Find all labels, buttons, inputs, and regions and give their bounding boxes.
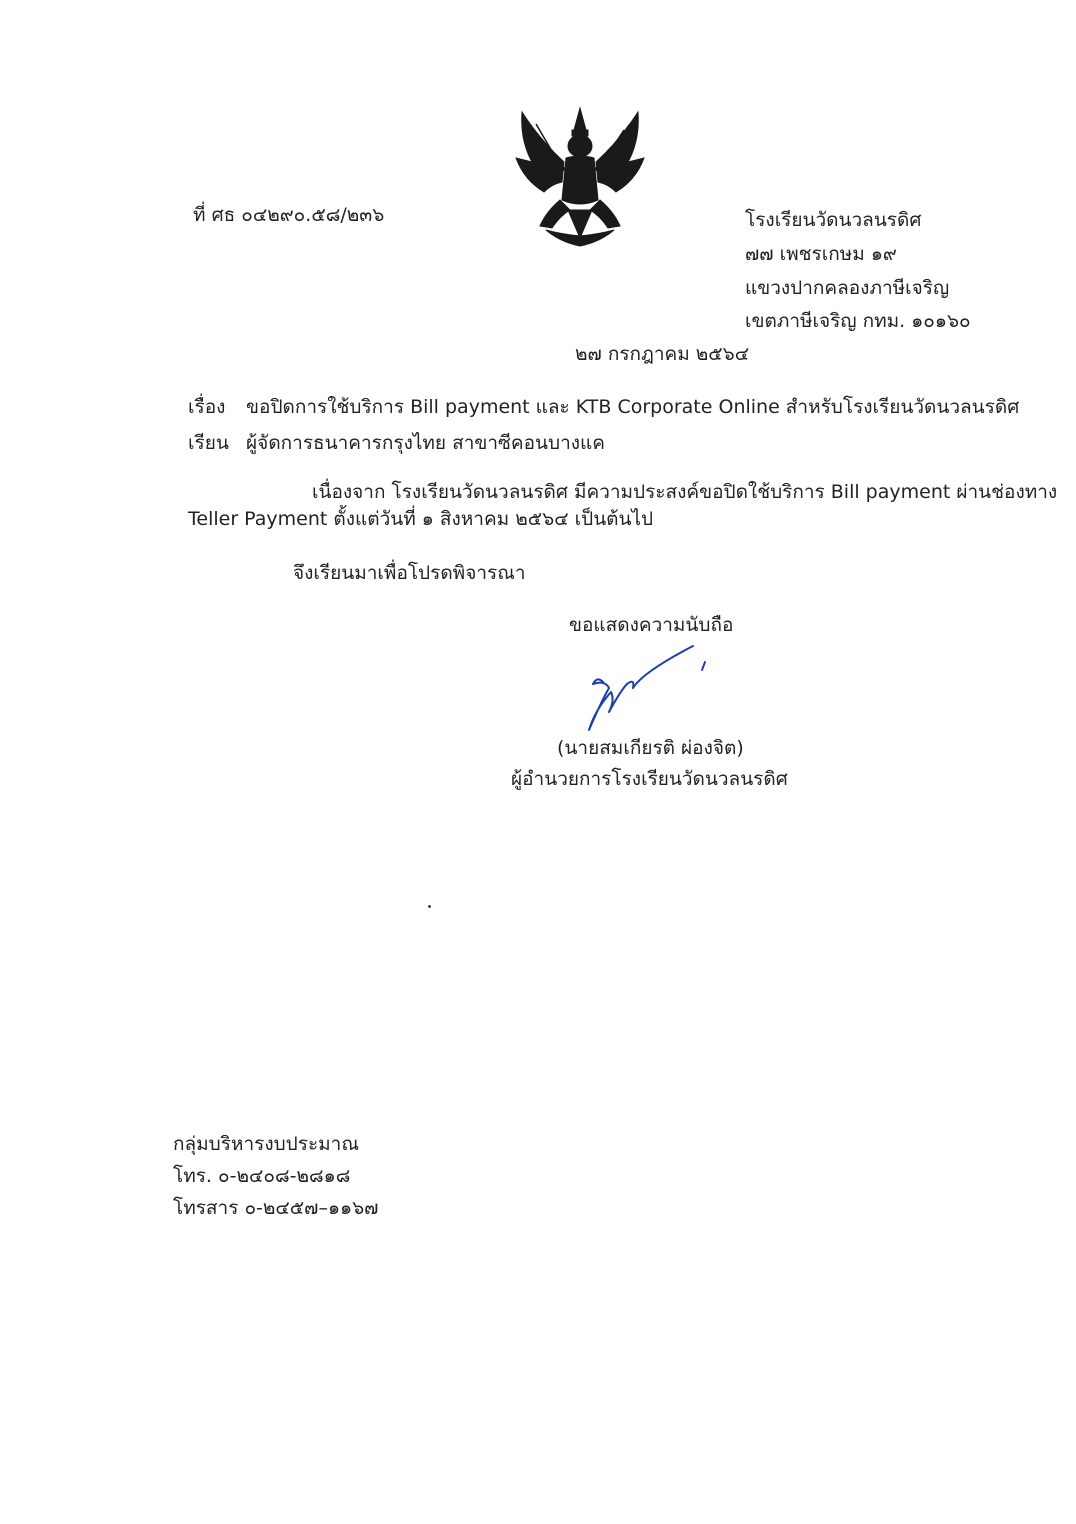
footer-fax: โทรสาร ๐-๒๔๕๗–๑๑๖๗ [173,1197,379,1219]
closing-sentence: จึงเรียนมาเพื่อโปรดพิจารณา [293,562,526,584]
reference-number: ที่ ศธ ๐๔๒๙๐.๕๘/๒๓๖ [193,204,385,226]
recipient-label: เรียน [188,432,229,454]
sender-school-name: โรงเรียนวัดนวลนรดิศ [745,209,922,231]
signer-title: ผู้อำนวยการโรงเรียนวัดนวลนรดิศ [511,768,788,790]
subject-line [188,396,1019,420]
footer-phone: โทร. ๐-๒๔๐๘-๒๘๑๘ [173,1165,351,1187]
sender-subdistrict: แขวงปากคลองภาษีเจริญ [745,277,950,299]
footer-department: กลุ่มบริหารงบประมาณ [173,1133,359,1155]
subject-label: เรื่อง [188,396,226,418]
subject-text: ขอปิดการใช้บริการ Bill payment และ KTB Corporate Online สำหรับโรงเรียนวัดนวลนรดิศ [246,396,1020,418]
garuda-emblem-icon [510,100,650,248]
sender-street: ๗๗ เพชรเกษม ๑๙ [745,243,897,265]
recipient-line [188,432,605,456]
stray-dot [428,905,431,908]
body-paragraph-line1: เนื่องจาก โรงเรียนวัดนวลนรดิศ มีความประสงค์ขอปิดใช้บริการ Bill payment ผ่านช่องทาง [312,481,1058,503]
recipient-text: ผู้จัดการธนาคารกรุงไทย สาขาซีคอนบางแค [246,432,605,454]
letter-date: ๒๗ กรกฎาคม ๒๕๖๔ [575,343,750,365]
body-paragraph-line2: Teller Payment ตั้งแต่วันที่ ๑ สิงหาคม ๒๕๖๔ เป็นต้นไป [188,508,654,530]
sender-district: เขตภาษีเจริญ กทม. ๑๐๑๖๐ [745,310,971,332]
handwritten-signature-icon [575,640,715,740]
regards-text: ขอแสดงความนับถือ [569,614,734,636]
signer-name: (นายสมเกียรติ ผ่องจิต) [557,737,744,759]
